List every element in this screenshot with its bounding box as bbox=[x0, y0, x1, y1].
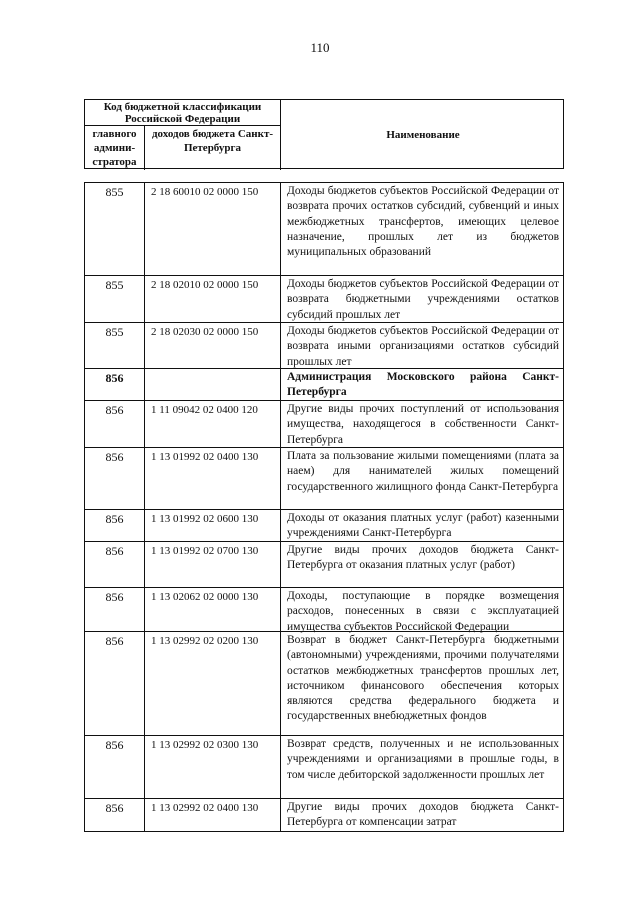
name-cell: Доходы, поступающие в порядке возмещения расходов, понесенных в связи с эксплуатацией имущества субъектов Российской Федерации bbox=[280, 587, 564, 631]
income-code-cell: 1 11 09042 02 0400 120 bbox=[144, 400, 280, 447]
income-code-cell: 1 13 02992 02 0200 130 bbox=[144, 631, 280, 735]
income-code-cell: 2 18 02030 02 0000 150 bbox=[144, 322, 280, 368]
admin-code-cell: 856 bbox=[84, 368, 144, 400]
admin-code-cell: 856 bbox=[84, 798, 144, 831]
income-code-cell: 1 13 01992 02 0600 130 bbox=[144, 509, 280, 541]
table-row bbox=[84, 587, 564, 631]
name-cell: Другие виды прочих поступлений от использования имущества, находящегося в собственности Санкт-Петербурга bbox=[280, 400, 564, 447]
income-code-cell: 1 13 01992 02 0400 130 bbox=[144, 447, 280, 509]
header-classification-code: Код бюджетной классификации Российской Федерации bbox=[85, 100, 281, 126]
admin-code-cell: 856 bbox=[84, 587, 144, 631]
name-cell: Доходы бюджетов субъектов Российской Федерации от возврата прочих остатков субсидий, субвенций и иных межбюджетных трансфертов, имеющих целевое назначение, прошлых лет из бюджетов муниципальных образований bbox=[280, 182, 564, 275]
table-row bbox=[84, 631, 564, 735]
income-code-cell: 2 18 02010 02 0000 150 bbox=[144, 275, 280, 322]
table-bottom-border bbox=[84, 831, 564, 832]
name-cell: Плата за пользование жилыми помещениями (плата за наем) для нанимателей жилых помещений государственного жилищного фонда Санкт-Петербурга bbox=[280, 447, 564, 509]
name-cell: Возврат средств, полученных и не использованных учреждениями и организациями в прошлые годы, в том числе дебиторской задолженности прошлых лет bbox=[280, 735, 564, 798]
name-cell: Доходы от оказания платных услуг (работ) казенными учреждениями Санкт-Петербурга bbox=[280, 509, 564, 541]
admin-code-cell: 856 bbox=[84, 735, 144, 798]
table-row bbox=[84, 541, 564, 587]
admin-code-cell: 855 bbox=[84, 275, 144, 322]
admin-code-cell: 856 bbox=[84, 400, 144, 447]
admin-code-cell: 856 bbox=[84, 509, 144, 541]
income-code-cell: 1 13 02992 02 0400 130 bbox=[144, 798, 280, 831]
table-row bbox=[84, 735, 564, 798]
admin-code-cell: 855 bbox=[84, 182, 144, 275]
table-row bbox=[84, 798, 564, 831]
income-code-cell bbox=[144, 368, 280, 400]
table-row bbox=[84, 509, 564, 541]
table-row bbox=[84, 275, 564, 322]
header-budget-income: доходов бюджета Санкт-Петербурга bbox=[145, 126, 281, 170]
table-header bbox=[84, 99, 564, 169]
admin-code-cell: 856 bbox=[84, 447, 144, 509]
income-code-cell: 1 13 02062 02 0000 130 bbox=[144, 587, 280, 631]
table-row bbox=[84, 182, 564, 275]
table-row bbox=[84, 400, 564, 447]
name-cell: Доходы бюджетов субъектов Российской Федерации от возврата иными организациями остатков субсидий прошлых лет bbox=[280, 322, 564, 368]
page-number: 110 bbox=[310, 40, 330, 55]
income-code-cell: 1 13 02992 02 0300 130 bbox=[144, 735, 280, 798]
admin-code-cell: 855 bbox=[84, 322, 144, 368]
name-cell: Другие виды прочих доходов бюджета Санкт-Петербурга от оказания платных услуг (работ) bbox=[280, 541, 564, 587]
administrator-name-cell: Администрация Московского района Санкт-Петербурга bbox=[280, 368, 564, 400]
name-cell: Доходы бюджетов субъектов Российской Федерации от возврата бюджетными учреждениями остатков субсидий прошлых лет bbox=[280, 275, 564, 322]
table-row bbox=[84, 322, 564, 368]
name-cell: Другие виды прочих доходов бюджета Санкт-Петербурга от компенсации затрат bbox=[280, 798, 564, 831]
name-cell: Возврат в бюджет Санкт-Петербурга бюджетными (автономными) учреждениями, прочими получателями остатков межбюджетных трансфертов прошлых лет, источником финансового обеспечения которых являются средства федерального бюджета и государственных внебюджетных фондов bbox=[280, 631, 564, 735]
header-name: Наименование bbox=[386, 129, 460, 141]
income-code-cell: 1 13 01992 02 0700 130 bbox=[144, 541, 280, 587]
table-row bbox=[84, 447, 564, 509]
table-row-section bbox=[84, 368, 564, 400]
admin-code-cell: 856 bbox=[84, 541, 144, 587]
income-code-cell: 2 18 60010 02 0000 150 bbox=[144, 182, 280, 275]
header-chief-administrator: главного админи-стратора bbox=[85, 126, 145, 170]
admin-code-cell: 856 bbox=[84, 631, 144, 735]
